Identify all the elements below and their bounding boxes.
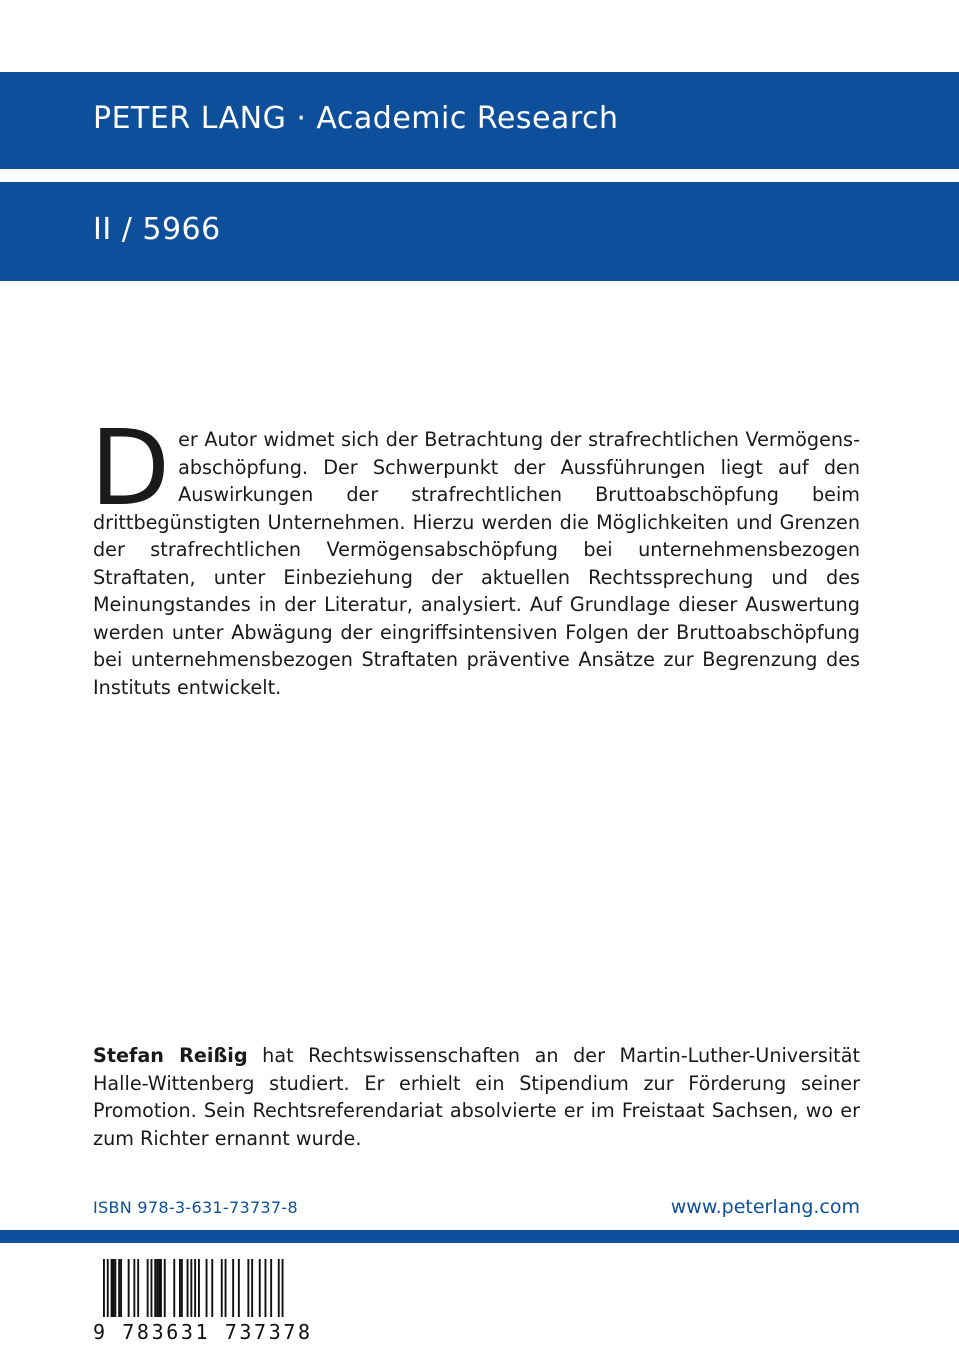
barcode-bar: [164, 1259, 166, 1317]
barcode-bar: [160, 1259, 162, 1317]
barcode-bar: [225, 1259, 227, 1317]
barcode-bar: [120, 1259, 122, 1317]
barcode-bar: [158, 1259, 160, 1317]
barcode-bar: [179, 1259, 181, 1317]
barcode-bar: [154, 1259, 156, 1317]
barcode-bar: [190, 1259, 192, 1317]
barcode-bar: [118, 1259, 120, 1317]
isbn: ISBN 978-3-631-73737-8: [93, 1198, 298, 1217]
barcode-bar: [114, 1259, 116, 1317]
barcode-bar: [173, 1259, 175, 1317]
volume-number: II / 5966: [93, 212, 221, 247]
barcode-bar: [128, 1259, 130, 1317]
series-title: PETER LANG · Academic Research: [93, 101, 619, 136]
author-bio: [93, 1042, 860, 1152]
barcode-bar: [282, 1259, 284, 1317]
publisher-url[interactable]: www.peterlang.com: [670, 1196, 860, 1218]
barcode-digits: 9 783631 737378: [93, 1320, 313, 1344]
barcode-bar: [194, 1259, 196, 1317]
footer-rule: [0, 1230, 959, 1243]
barcode-bar: [211, 1259, 213, 1317]
barcode: [91, 1257, 313, 1344]
barcode-bar: [133, 1259, 135, 1317]
barcode-bar: [238, 1259, 240, 1317]
barcode-bar: [270, 1259, 272, 1317]
barcode-bar: [137, 1259, 139, 1317]
barcode-bar: [221, 1259, 223, 1317]
barcode-bar: [278, 1259, 280, 1317]
barcode-bar: [259, 1259, 261, 1317]
barcode-bar: [113, 1259, 115, 1317]
barcode-bar: [247, 1259, 249, 1317]
barcode-bar: [156, 1259, 158, 1317]
barcode-bar: [111, 1259, 113, 1317]
barcode-bar: [147, 1259, 149, 1317]
barcode-bar: [198, 1259, 200, 1317]
author-bio-text: hat Rechtswissenschaften an der Martin-Luther-Universität Halle-Wittenberg studiert. Er erhielt ein Stipendium zur Förderung seiner Promotion. Sein Rechtsreferendariat absolvierte er im Freistaat Sachsen, wo er zum Richter ernannt wurde.: [93, 1044, 860, 1150]
barcode-bar: [187, 1259, 189, 1317]
series-banner: [0, 72, 959, 169]
description-text: er Autor widmet sich der Betrachtung der strafrechtlichen Vermögensabschöpfung. Der Schwerpunkt der Aussführungen liegt auf den Auswirkungen der strafrechtlichen Bruttoabschöpfung beim drittbegünstigten Unternehmen. Hierzu werden die Möglichkeiten und Grenzen der strafrechtlichen Vermögensabschöpfung bei unternehmensbezogen Straftaten, unter Einbeziehung der aktuellen Rechtssprechung und des Meinungstandes in der Literatur, analysiert. Auf Grundlage dieser Auswertung werden unter Abwägung der eingriffsintensiven Folgen der Bruttoabschöpfung bei unternehmensbezogen Straftaten präventive Ansätze zur Begrenzung des Instituts entwickelt.: [93, 428, 860, 699]
barcode-bar: [107, 1259, 109, 1317]
book-description: [90, 407, 860, 701]
barcode-bar: [151, 1259, 153, 1317]
barcode-bar: [206, 1259, 208, 1317]
barcode-bar: [103, 1259, 105, 1317]
barcode-bar: [181, 1259, 183, 1317]
volume-banner: [0, 182, 959, 281]
barcode-bars: [91, 1257, 291, 1319]
barcode-bar: [265, 1259, 267, 1317]
drop-cap: D: [90, 407, 171, 529]
author-name: Stefan Reißig: [93, 1044, 248, 1067]
barcode-bar: [251, 1259, 253, 1317]
barcode-bar: [232, 1259, 234, 1317]
